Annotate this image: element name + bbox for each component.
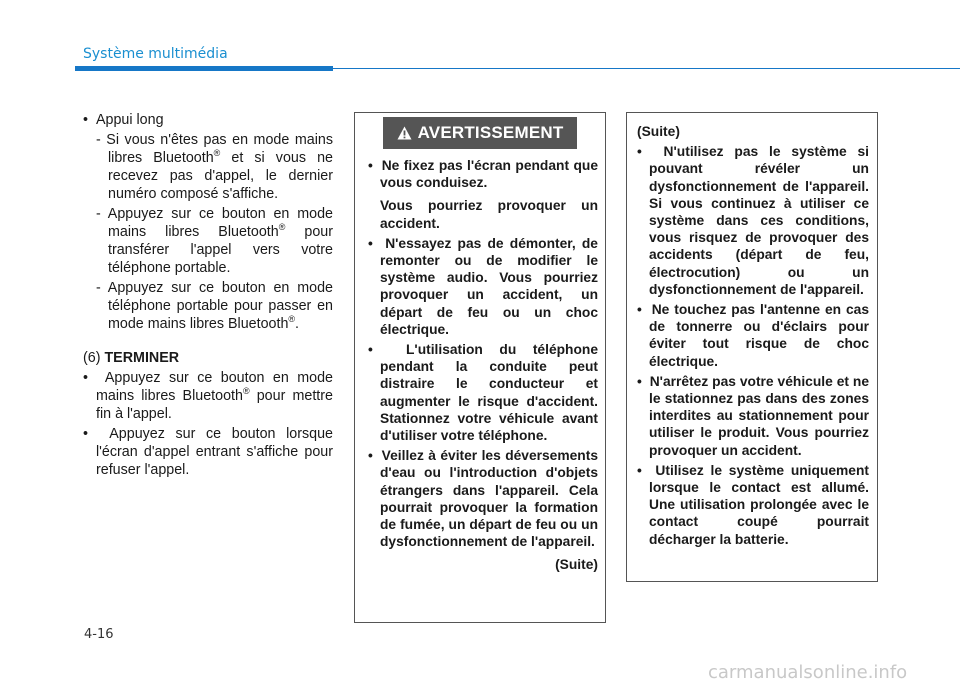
registered-mark: ® — [278, 222, 286, 233]
bullet-appui-long: • Appui long — [83, 112, 164, 128]
dash-item — [83, 205, 333, 277]
warning-item: • L'utilisation du téléphone pendant la conduite peut distraire le conducteur et augmenter le risque d'accident. Stationnez votre véhicule avant d'utiliser votre téléphone. — [368, 342, 599, 444]
warning-content — [368, 157, 598, 577]
warning-item-text: Ne fixez pas l'écran pendant que vous conduisez. — [380, 158, 598, 191]
dash-text: et si vous ne recevez pas d'appel, le dernier numéro composé s'affiche. — [108, 150, 333, 202]
dash-text: pour transférer l'appel vers votre téléphone portable. — [108, 224, 333, 276]
bullet-text: Appuyez sur ce bouton lorsque l'écran d'appel entrant s'affiche pour refuser l'appel. — [96, 426, 333, 478]
section-number: (6) — [83, 350, 105, 366]
warning-continued-content — [637, 123, 869, 551]
warning-triangle-icon — [397, 126, 412, 140]
warning-item-text: N'arrêtez pas votre véhicule et ne le stationnez pas dans des zones interdites au stationnement pour utiliser le produit. Vous pourriez provoquer un accident. — [649, 373, 869, 458]
page-number: 4-16 — [84, 627, 114, 642]
warning-item-continuation: Vous pourriez provoquer un accident. — [380, 198, 598, 231]
watermark: carmanualsonline.info — [708, 662, 908, 683]
warning-item: • N'essayez pas de démonter, de remonter ou de modifier le système audio. Vous pourriez provoquer un accident, un départ de feu ou un choc électrique. — [368, 235, 598, 337]
bullet-text: pour mettre fin à l'appel. — [96, 388, 333, 422]
bullet-text: Appui long — [95, 112, 164, 128]
warning-item-text: N'essayez pas de démonter, de remonter ou de modifier le système audio. Vous pourriez provoquer un accident, un départ de feu ou un choc électrique. — [380, 235, 598, 337]
warning-item-text: Veillez à éviter les déversements d'eau ou l'introduction d'objets étrangers dans l'appareil. Cela pourrait provoquer la formation de fumée, un départ de feu ou un dysfonctionnement de l'appareil. — [380, 448, 598, 550]
warning-item: • Ne fixez pas l'écran pendant que vous conduisez. — [368, 158, 598, 191]
dash-text: . — [295, 316, 300, 332]
header-accent-bar — [75, 66, 333, 71]
warning-item: • Ne touchez pas l'antenne en cas de tonnerre ou d'éclairs pour éviter tout risque de choc électrique. — [637, 302, 869, 369]
dash-text: - Si vous n'êtes pas en mode mains libres Bluetooth — [96, 132, 333, 166]
warning-continued-box — [626, 112, 878, 582]
bullet-item: • Appuyez sur ce bouton en mode mains libres Bluetooth® pour mettre fin à l'appel. — [83, 370, 334, 422]
dash-text: - Appuyez sur ce bouton en mode mains libres Bluetooth — [96, 206, 333, 240]
dash-text: - Appuyez sur ce bouton en mode téléphone portable pour passer en mode mains libres Bluetooth — [96, 280, 333, 332]
bullet-text: Appuyez sur ce bouton en mode mains libres Bluetooth — [96, 370, 334, 404]
warning-item: • N'utilisez pas le système si pouvant révéler un dysfonctionnement de l'appareil. Si vous continuez à utiliser ce système dans ces conditions, vous risquez de provoquer des accidents (départ de feu, électrocution) ou un dysfonctionnement de l'appareil. — [637, 144, 869, 297]
registered-mark: ® — [288, 314, 296, 325]
warning-item-text: N'utilisez pas le système si pouvant révéler un dysfonctionnement de l'appareil. Si vous continuez à utiliser ce système dans ces conditions, vous risquez de provoquer des accidents (départ de feu, électrocution) ou un dysfonctionnement de l'appareil. — [649, 144, 869, 297]
warning-item: • Veillez à éviter les déversements d'eau ou l'introduction d'objets étrangers dans l'appareil. Cela pourrait provoquer la formation de fumée, un départ de feu ou un dysfonctionnement de l'appareil. — [368, 448, 598, 550]
section-title: Système multimédia — [83, 46, 228, 62]
warning-item-text: Utilisez le système uniquement lorsque le contact est allumé. Une utilisation prolongée avec le contact coupé pourrait décharger la batterie. — [649, 462, 870, 547]
section-heading-text: TERMINER — [104, 350, 180, 366]
warning-item-text: L'utilisation du téléphone pendant la conduite peut distraire le conducteur et augmenter le risque d'accident. Stationnez votre véhicule avant d'utiliser votre téléphone. — [380, 342, 599, 444]
header-rule — [333, 68, 960, 69]
bullet-item: • Appuyez sur ce bouton lorsque l'écran d'appel entrant s'affiche pour refuser l'appel. — [83, 426, 333, 478]
warning-item-text: Ne touchez pas l'antenne en cas de tonnerre ou d'éclairs pour éviter tout risque de choc électrique. — [649, 302, 869, 369]
registered-mark: ® — [242, 386, 250, 397]
dash-item — [83, 131, 333, 203]
dash-item — [83, 279, 333, 333]
warning-item: • N'arrêtez pas votre véhicule et ne le stationnez pas dans des zones interdites au stationnement pour utiliser le produit. Vous pourriez provoquer un accident. — [637, 373, 869, 458]
continued-label: (Suite) — [637, 124, 680, 139]
section-heading-terminer — [83, 349, 333, 367]
left-column — [83, 111, 333, 479]
warning-item: • Utilisez le système uniquement lorsque le contact est allumé. Une utilisation prolongée avec le contact coupé pourrait décharger la batterie. — [637, 462, 870, 547]
registered-mark: ® — [213, 148, 221, 159]
warning-header — [383, 117, 577, 149]
warning-box — [354, 112, 606, 623]
continued-label: (Suite) — [555, 557, 598, 573]
warning-header-text: AVERTISSEMENT — [417, 123, 564, 143]
